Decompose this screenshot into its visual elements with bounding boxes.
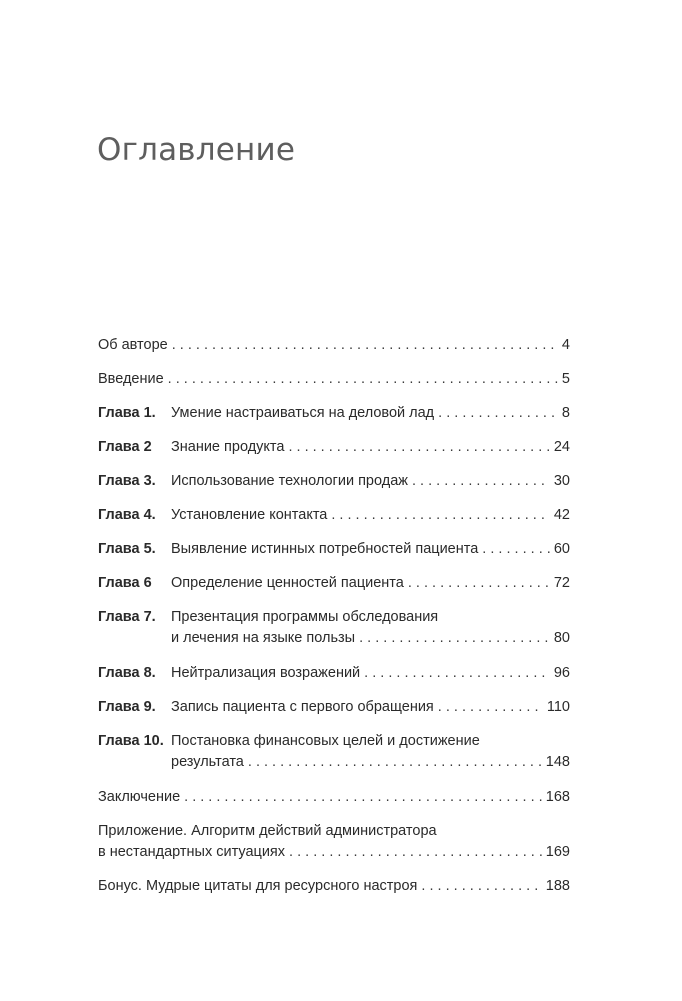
toc-entry-introduction [98, 369, 570, 390]
toc-entry-chapter-10 [98, 731, 570, 773]
dot-leader [412, 471, 550, 492]
toc-entry-title: Установление контакта [171, 507, 328, 523]
toc-entry-bonus [98, 876, 570, 897]
chapter-number: Глава 10. [98, 733, 164, 749]
chapter-number: Глава 1. [98, 405, 156, 421]
toc-entry-about-author [98, 335, 570, 356]
dot-leader [331, 505, 549, 526]
toc-page-number: 96 [553, 665, 570, 681]
dot-leader [438, 697, 543, 718]
toc-page-number: 60 [553, 541, 570, 557]
toc-page-number: 72 [553, 575, 570, 591]
toc-entry-chapter-6 [98, 573, 570, 594]
toc-entry-chapter-9 [98, 697, 570, 718]
dot-leader [438, 403, 558, 424]
toc-entry-title-line-2: в нестандартных ситуациях [98, 844, 286, 860]
toc-entry-chapter-2 [98, 437, 570, 458]
toc-entry-title: Определение ценностей пациента [171, 575, 404, 591]
toc-entry-chapter-8 [98, 663, 570, 684]
toc-entry-appendix [98, 821, 570, 863]
toc-entry-chapter-5 [98, 539, 570, 560]
dot-leader [421, 876, 541, 897]
toc-entry-title-line-2: результата [171, 754, 244, 770]
toc-entry-chapter-1 [98, 403, 570, 424]
toc-entry-title: Запись пациента с первого обращения [171, 699, 434, 715]
chapter-number: Глава 4. [98, 507, 156, 523]
chapter-number: Глава 2 [98, 439, 152, 455]
dot-leader [482, 539, 550, 560]
chapter-number: Глава 5. [98, 541, 156, 557]
dot-leader [289, 842, 542, 863]
dot-leader [184, 787, 542, 808]
chapter-number: Глава 8. [98, 665, 156, 681]
toc-page-number: 188 [545, 878, 570, 894]
toc-entry-title: Нейтрализация возражений [171, 665, 361, 681]
toc-page-number: 168 [545, 789, 570, 805]
toc-page-number: 169 [545, 844, 570, 860]
dot-leader [359, 628, 550, 649]
toc-page-number: 42 [553, 507, 570, 523]
toc-page-number: 8 [561, 405, 570, 421]
dot-leader [288, 437, 549, 458]
toc-entry-title: Введение [98, 371, 164, 387]
toc-page-number: 80 [553, 630, 570, 646]
toc-entry-title: Умение настраиваться на деловой лад [171, 405, 435, 421]
toc-entry-title-line-1: Приложение. Алгоритм действий администратора [98, 823, 437, 839]
toc-page-number: 24 [553, 439, 570, 455]
toc-entry-chapter-3 [98, 471, 570, 492]
toc-entry-title: Бонус. Мудрые цитаты для ресурсного настроя [98, 878, 418, 894]
toc-entry-chapter-7 [98, 607, 570, 649]
toc-entry-title: Заключение [98, 789, 181, 805]
toc-page-number: 110 [546, 699, 570, 715]
toc-entry-title-line-2: и лечения на языке пользы [171, 630, 356, 646]
chapter-number: Глава 9. [98, 699, 156, 715]
chapter-number: Глава 6 [98, 575, 152, 591]
toc-entry-title: Использование технологии продаж [171, 473, 408, 489]
page-title: Оглавление [97, 132, 296, 168]
toc-entry-title: Знание продукта [171, 439, 285, 455]
dot-leader [172, 335, 558, 356]
toc-entry-conclusion [98, 787, 570, 808]
toc-entry-title: Об авторе [98, 337, 168, 353]
toc-entry-chapter-4 [98, 505, 570, 526]
toc-entry-title: Выявление истинных потребностей пациента [171, 541, 479, 557]
toc-page-number: 30 [553, 473, 570, 489]
toc-entry-title-line-1: Презентация программы обследования [171, 609, 439, 625]
chapter-number: Глава 3. [98, 473, 156, 489]
toc-page-number: 148 [545, 754, 570, 770]
toc-entry-title-line-1: Постановка финансовых целей и достижение [171, 733, 480, 749]
toc-page-number: 5 [561, 371, 570, 387]
dot-leader [248, 752, 542, 773]
dot-leader [408, 573, 550, 594]
dot-leader [364, 663, 550, 684]
dot-leader [168, 369, 558, 390]
chapter-number: Глава 7. [98, 609, 156, 625]
toc-page-number: 4 [561, 337, 570, 353]
